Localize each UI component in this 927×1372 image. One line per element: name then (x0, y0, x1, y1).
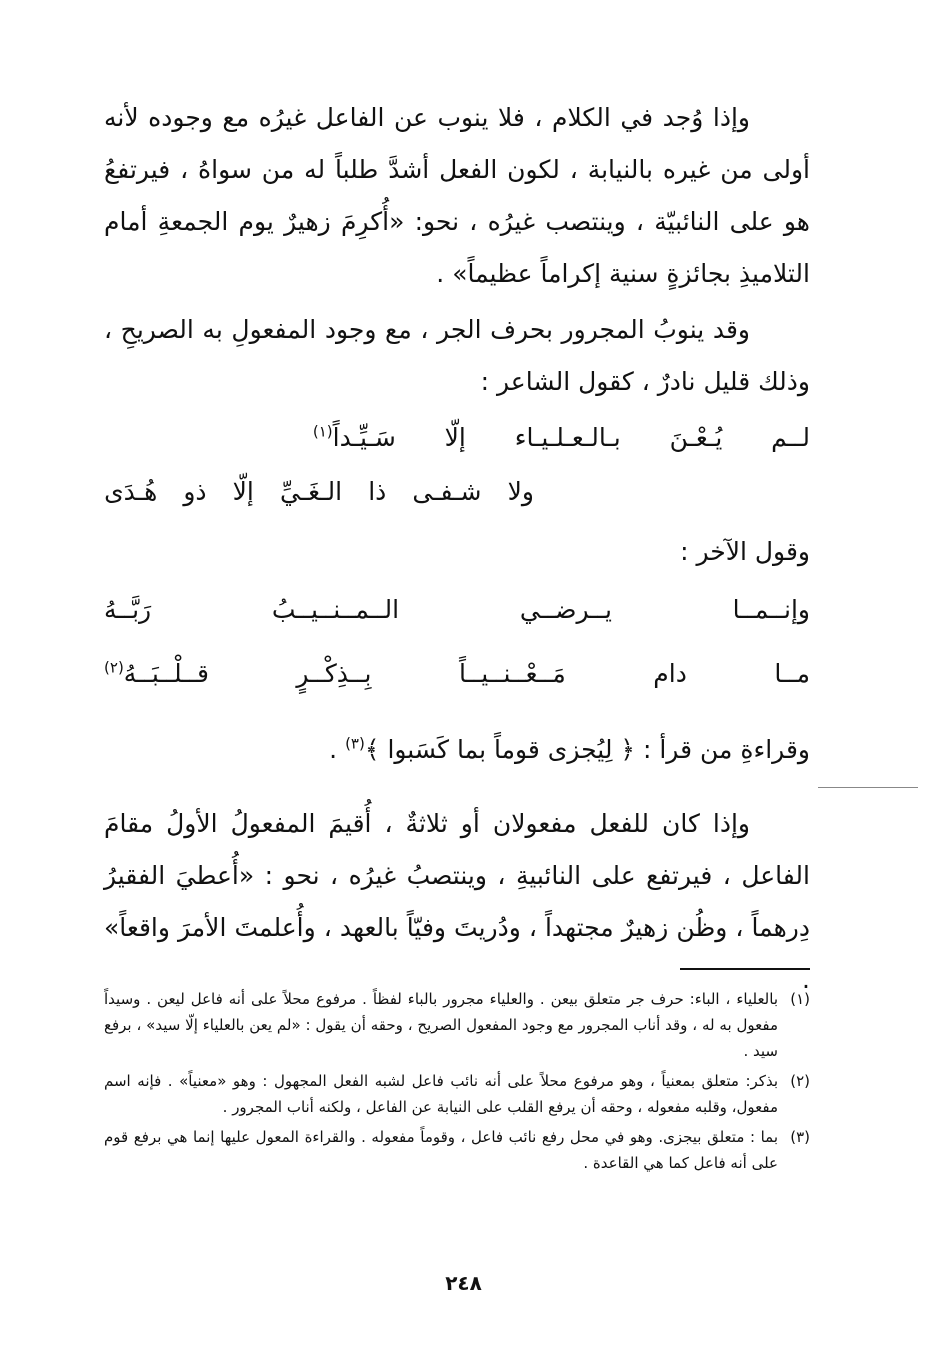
verse-word: ولا (507, 477, 534, 506)
page-number: ٢٤٨ (445, 1271, 482, 1295)
footnote-text: بما : متعلق بيجزى. وهو في محل رفع نائب فاعل ، وقوماً مفعوله . والقراءة المعول عليها إنما هي برفع قوم على أنه فاعل كما هي القاعدة . (104, 1128, 778, 1172)
verse-1-line-1 (104, 412, 810, 464)
paragraph-3 (680, 526, 810, 578)
footnote-1 (104, 986, 810, 1064)
verse-1-line-2 (104, 466, 810, 518)
verse-word: شـفـى (412, 477, 482, 506)
verse-word: الــمــنــيــبُ (271, 595, 400, 624)
verse-word-last (104, 648, 209, 700)
verse-word: رَبَّــهُ (104, 595, 152, 624)
verse-word: قــلْــبَــهُ (123, 659, 209, 688)
verse-word: مــا (774, 659, 810, 688)
verse-word: دام (653, 659, 687, 688)
verse-word: ذا (368, 477, 387, 506)
verse-word: لــم (771, 423, 810, 452)
verse-spacer (560, 466, 810, 518)
footnote-text: بذكر: متعلق بمعنياً ، وهو مرفوع محلاً على أنه نائب فاعل لشبه الفعل المجهول : وهو «معنياً» . فإنه اسم مفعول، وقلبه مفعوله ، وحقه أن يرفع القلب على النيابة عن الفاعل ، ولكنه أناب المجرور . (104, 1072, 778, 1116)
paragraph-1-text: وإذا وُجد في الكلام ، فلا ينوب عن الفاعل غيرُه مع وجوده لأنه أولى من غيره بالنيابة ، لكون الفعل أشدَّ طلباً له من سواهُ ، فيرتفعُ هو على النائبيّة ، وينتصب غيرُه ، نحو: «أُكرِمَ زهيرٌ يوم الجمعةِ أمام التلاميذِ بجائزةٍ سنية إكراماً عظيماً» . (104, 103, 810, 288)
footnote-2 (104, 1068, 810, 1120)
paragraph-4-end: . (329, 735, 346, 764)
verse-word-last (313, 412, 396, 464)
footnote-text: بالعلياء ، الباء: حرف جر متعلق بيعن . والعلياء مجرور بالباء لفظاً . مرفوع محلاً على أنه فاعل ليعن . وسيداً مفعول به له ، وقد أناب المجرور مع وجود المفعول الصريح ، وحقه أن يقول : «لم يعن بالعلياء إلّا سيد» ، برفع سيد . (104, 990, 778, 1060)
footnote-3 (104, 1124, 810, 1176)
paragraph-5-text: وإذا كان للفعل مفعولان أو ثلاثةٌ ، أُقيمَ المفعولُ الأولُ مقامَ الفاعل ، فيرتفع على النائبيةِ ، وينتصبُ غيرُه ، نحو : «أُعطيَ الفقيرُ دِرهماً ، وظُن زهيرٌ مجتهداً ، ودُريتَ وفيّاً بالعهد ، وأُعلمتَ الأمرَ واقعاً» . (104, 809, 810, 994)
margin-mark (818, 787, 918, 788)
paragraph-3-text: وقول الآخر : (680, 537, 810, 566)
paragraph-2 (104, 304, 810, 408)
paragraph-2-text: وقد ينوبُ المجرور بحرف الجر ، مع وجود المفعولِ به الصريحِ ، وذلك قليل نادرٌ ، كقول الشاعر : (104, 315, 810, 396)
paragraph-4 (329, 724, 810, 776)
paragraph-1 (104, 92, 810, 300)
verse-word: إلّا (444, 423, 466, 452)
verse-spacer (104, 412, 264, 464)
footnote-number: (٣) (790, 1128, 810, 1146)
verse-word: بـالـعـلـيـاء (514, 423, 621, 452)
verse-2-line-1 (104, 584, 810, 636)
footnote-number: (٢) (790, 1072, 810, 1090)
verse-word: هُـدَى (104, 477, 158, 506)
verse-word: وإنــمــا (732, 595, 810, 624)
verse-word: بِــذِكْــرٍ (296, 659, 372, 688)
verse-2-line-2 (104, 648, 810, 700)
verse-word: مَــعْــنــيــاً (459, 659, 566, 688)
verse-word: الـغَـيِّ (279, 477, 343, 506)
paragraph-4-text: وقراءةِ من قرأ : ﴿ لِيُجزى قوماً بما كَسَبوا ﴾ (364, 735, 810, 764)
footnote-number: (١) (790, 990, 810, 1008)
footnote-ref-1: (١) (312, 422, 333, 441)
verse-word: ذو (183, 477, 207, 506)
footnote-ref-2: (٢) (104, 658, 124, 677)
footnote-separator (680, 968, 810, 970)
verse-word: سَـيِّـداً (332, 423, 396, 452)
verse-word: يُـعْـنَ (669, 423, 723, 452)
footnotes (104, 986, 810, 1180)
footnote-ref-3: (٣) (345, 734, 365, 753)
verse-word: إلّا (232, 477, 254, 506)
paragraph-5 (104, 798, 810, 1006)
verse-word: يــرضــي (519, 595, 612, 624)
